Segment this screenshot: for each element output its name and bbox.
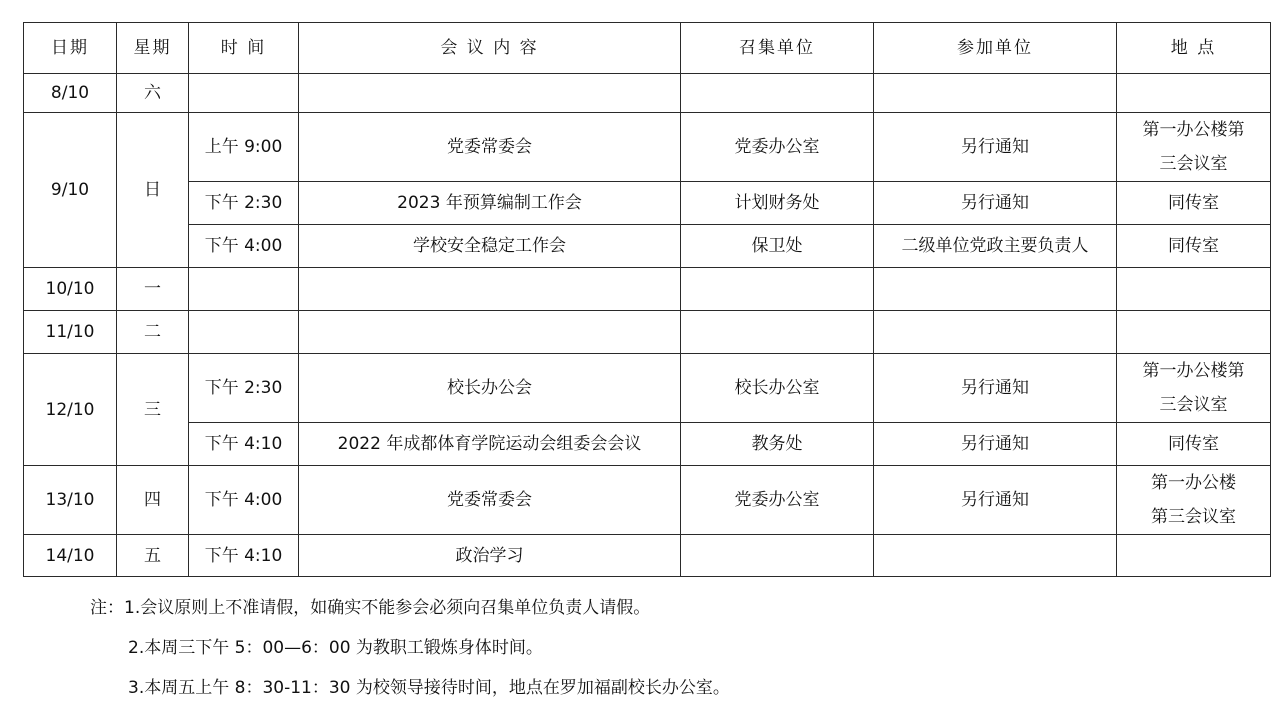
cell-weekday: 五 [117, 535, 189, 577]
cell-convener: 党委办公室 [681, 466, 874, 535]
cell-participants [874, 268, 1117, 311]
cell-weekday: 四 [117, 466, 189, 535]
cell-content: 2023 年预算编制工作会 [299, 182, 681, 225]
table-row [24, 182, 1271, 225]
table-row [24, 423, 1271, 466]
table-row [24, 268, 1271, 311]
cell-time [189, 74, 299, 113]
cell-time [189, 311, 299, 354]
table-row [24, 535, 1271, 577]
header-weekday: 星期 [117, 23, 189, 74]
cell-content [299, 311, 681, 354]
cell-weekday: 二 [117, 311, 189, 354]
cell-participants: 另行通知 [874, 354, 1117, 423]
cell-time: 下午 2:30 [189, 182, 299, 225]
cell-date: 13/10 [24, 466, 117, 535]
cell-convener: 校长办公室 [681, 354, 874, 423]
cell-content: 党委常委会 [299, 113, 681, 182]
cell-location [1117, 466, 1271, 535]
cell-time: 上午 9:00 [189, 113, 299, 182]
note-line-3: 3.本周五上午 8：30-11：30 为校领导接待时间，地点在罗加福副校长办公室。 [128, 678, 730, 698]
cell-time: 下午 4:10 [189, 535, 299, 577]
table-row [24, 74, 1271, 113]
location-line-2: 三会议室 [1159, 395, 1228, 415]
header-participants: 参加单位 [874, 23, 1117, 74]
location-line-1: 第一办公楼第 [1142, 120, 1245, 140]
cell-content: 学校安全稳定工作会 [299, 225, 681, 268]
cell-convener: 教务处 [681, 423, 874, 466]
table-row [24, 466, 1271, 535]
cell-participants: 另行通知 [874, 113, 1117, 182]
location-line-2: 三会议室 [1159, 154, 1228, 174]
cell-participants: 另行通知 [874, 423, 1117, 466]
cell-content [299, 268, 681, 311]
header-location: 地 点 [1117, 23, 1271, 74]
note-line-1: 注：1.会议原则上不准请假，如确实不能参会必须向召集单位负责人请假。 [90, 598, 651, 618]
cell-participants: 另行通知 [874, 466, 1117, 535]
cell-location: 同传室 [1117, 423, 1271, 466]
table-row [24, 113, 1271, 182]
table-row [24, 311, 1271, 354]
cell-weekday: 三 [117, 354, 189, 466]
cell-date: 12/10 [24, 354, 117, 466]
meeting-schedule-table [23, 22, 1271, 577]
cell-location: 同传室 [1117, 182, 1271, 225]
cell-participants [874, 535, 1117, 577]
cell-content: 政治学习 [299, 535, 681, 577]
cell-content: 党委常委会 [299, 466, 681, 535]
cell-content: 校长办公会 [299, 354, 681, 423]
cell-convener: 计划财务处 [681, 182, 874, 225]
cell-time: 下午 2:30 [189, 354, 299, 423]
header-convener: 召集单位 [681, 23, 874, 74]
cell-content [299, 74, 681, 113]
cell-location [1117, 354, 1271, 423]
cell-participants [874, 74, 1117, 113]
cell-date: 11/10 [24, 311, 117, 354]
cell-location: 同传室 [1117, 225, 1271, 268]
cell-weekday: 日 [117, 113, 189, 268]
cell-participants [874, 311, 1117, 354]
cell-date: 8/10 [24, 74, 117, 113]
location-line-1: 第一办公楼 [1151, 473, 1236, 493]
cell-location [1117, 74, 1271, 113]
cell-date: 14/10 [24, 535, 117, 577]
cell-time: 下午 4:00 [189, 466, 299, 535]
cell-location [1117, 268, 1271, 311]
cell-convener [681, 535, 874, 577]
table-row [24, 225, 1271, 268]
table-row [24, 354, 1271, 423]
cell-weekday: 一 [117, 268, 189, 311]
cell-participants: 另行通知 [874, 182, 1117, 225]
cell-location [1117, 535, 1271, 577]
location-line-2: 第三会议室 [1151, 507, 1236, 527]
table-header-row [24, 23, 1271, 74]
header-time: 时 间 [189, 23, 299, 74]
cell-convener: 党委办公室 [681, 113, 874, 182]
cell-convener [681, 268, 874, 311]
cell-convener [681, 74, 874, 113]
cell-time: 下午 4:10 [189, 423, 299, 466]
header-content: 会 议 内 容 [299, 23, 681, 74]
cell-location [1117, 311, 1271, 354]
cell-time [189, 268, 299, 311]
cell-participants: 二级单位党政主要负责人 [874, 225, 1117, 268]
cell-location [1117, 113, 1271, 182]
cell-convener: 保卫处 [681, 225, 874, 268]
note-line-2: 2.本周三下午 5：00—6：00 为教职工锻炼身体时间。 [128, 638, 543, 658]
cell-date: 10/10 [24, 268, 117, 311]
cell-time: 下午 4:00 [189, 225, 299, 268]
cell-content: 2022 年成都体育学院运动会组委会会议 [299, 423, 681, 466]
cell-convener [681, 311, 874, 354]
cell-weekday: 六 [117, 74, 189, 113]
schedule-sheet [23, 22, 1270, 577]
schedule-notes [90, 588, 730, 708]
header-date: 日期 [24, 23, 117, 74]
location-line-1: 第一办公楼第 [1142, 361, 1245, 381]
cell-date: 9/10 [24, 113, 117, 268]
